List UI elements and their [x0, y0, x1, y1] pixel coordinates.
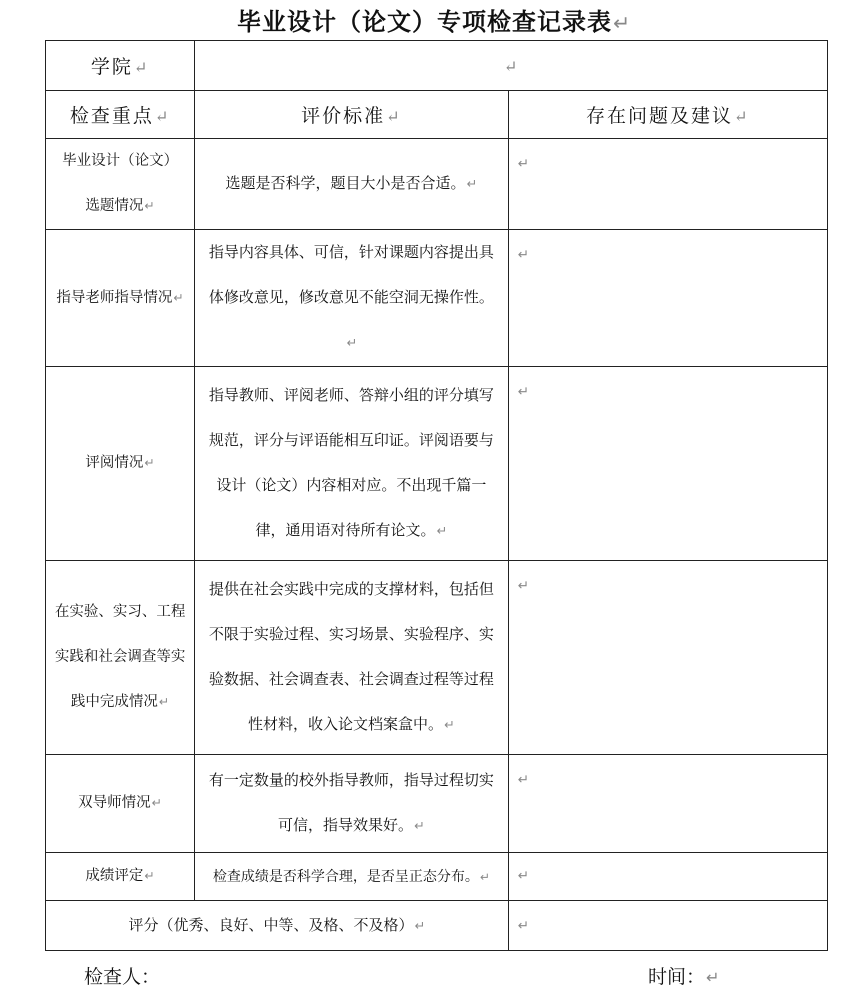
focus-cell: 双导师情况↵ [46, 755, 195, 853]
table-row [46, 139, 828, 230]
issues-input-cell[interactable]: ↵ [508, 561, 827, 755]
table-row [46, 561, 828, 755]
rating-row [46, 901, 828, 951]
standard-cell: 选题是否科学，题目大小是否合适。↵ [195, 139, 508, 230]
table-row [46, 853, 828, 901]
standard-cell: 有一定数量的校外指导教师，指导过程切实可信，指导效果好。↵ [195, 755, 508, 853]
issues-input-cell[interactable]: ↵ [508, 230, 827, 367]
table-row [46, 230, 828, 367]
focus-cell: 评阅情况↵ [46, 367, 195, 561]
time-label: 时间：↵ [648, 966, 720, 988]
inspection-form-table [45, 40, 828, 951]
issues-input-cell[interactable]: ↵ [508, 755, 827, 853]
college-input-cell[interactable]: ↵ [195, 41, 828, 91]
standard-cell: 指导教师、评阅老师、答辩小组的评分填写规范，评分与评语能相互印证。评阅语要与设计（论文）内容相对应。不出现千篇一律，通用语对待所有论文。↵ [195, 367, 508, 561]
standard-cell: 提供在社会实践中完成的支撑材料，包括但不限于实验过程、实习场景、实验程序、实验数据、社会调查表、社会调查过程等过程性材料，收入论文档案盒中。↵ [195, 561, 508, 755]
issues-input-cell[interactable]: ↵ [508, 367, 827, 561]
focus-cell: 指导老师指导情况↵ [46, 230, 195, 367]
rating-label-cell: 评分（优秀、良好、中等、及格、不及格）↵ [46, 901, 509, 951]
rating-input-cell[interactable]: ↵ [508, 901, 827, 951]
focus-cell: 毕业设计（论文）选题情况↵ [46, 139, 195, 230]
college-row [46, 41, 828, 91]
focus-cell: 在实验、实习、工程实践和社会调查等实践中完成情况↵ [46, 561, 195, 755]
focus-cell: 成绩评定↵ [46, 853, 195, 901]
standard-cell: 指导内容具体、可信，针对课题内容提出具体修改意见，修改意见不能空洞无操作性。↵ [195, 230, 508, 367]
table-row [46, 755, 828, 853]
header-row [46, 91, 828, 139]
header-standard: 评价标准↵ [195, 91, 508, 139]
issues-input-cell[interactable]: ↵ [508, 139, 827, 230]
issues-input-cell[interactable]: ↵ [508, 853, 827, 901]
table-row [46, 367, 828, 561]
inspector-label: 检查人： [84, 966, 161, 988]
header-issues: 存在问题及建议↵ [508, 91, 827, 139]
standard-cell: 检查成绩是否科学合理，是否呈正态分布。↵ [195, 853, 508, 901]
college-label-cell: 学院↵ [46, 41, 195, 91]
header-focus: 检查重点↵ [46, 91, 195, 139]
page-title: 毕业设计（论文）专项检查记录表↵ [236, 8, 632, 36]
